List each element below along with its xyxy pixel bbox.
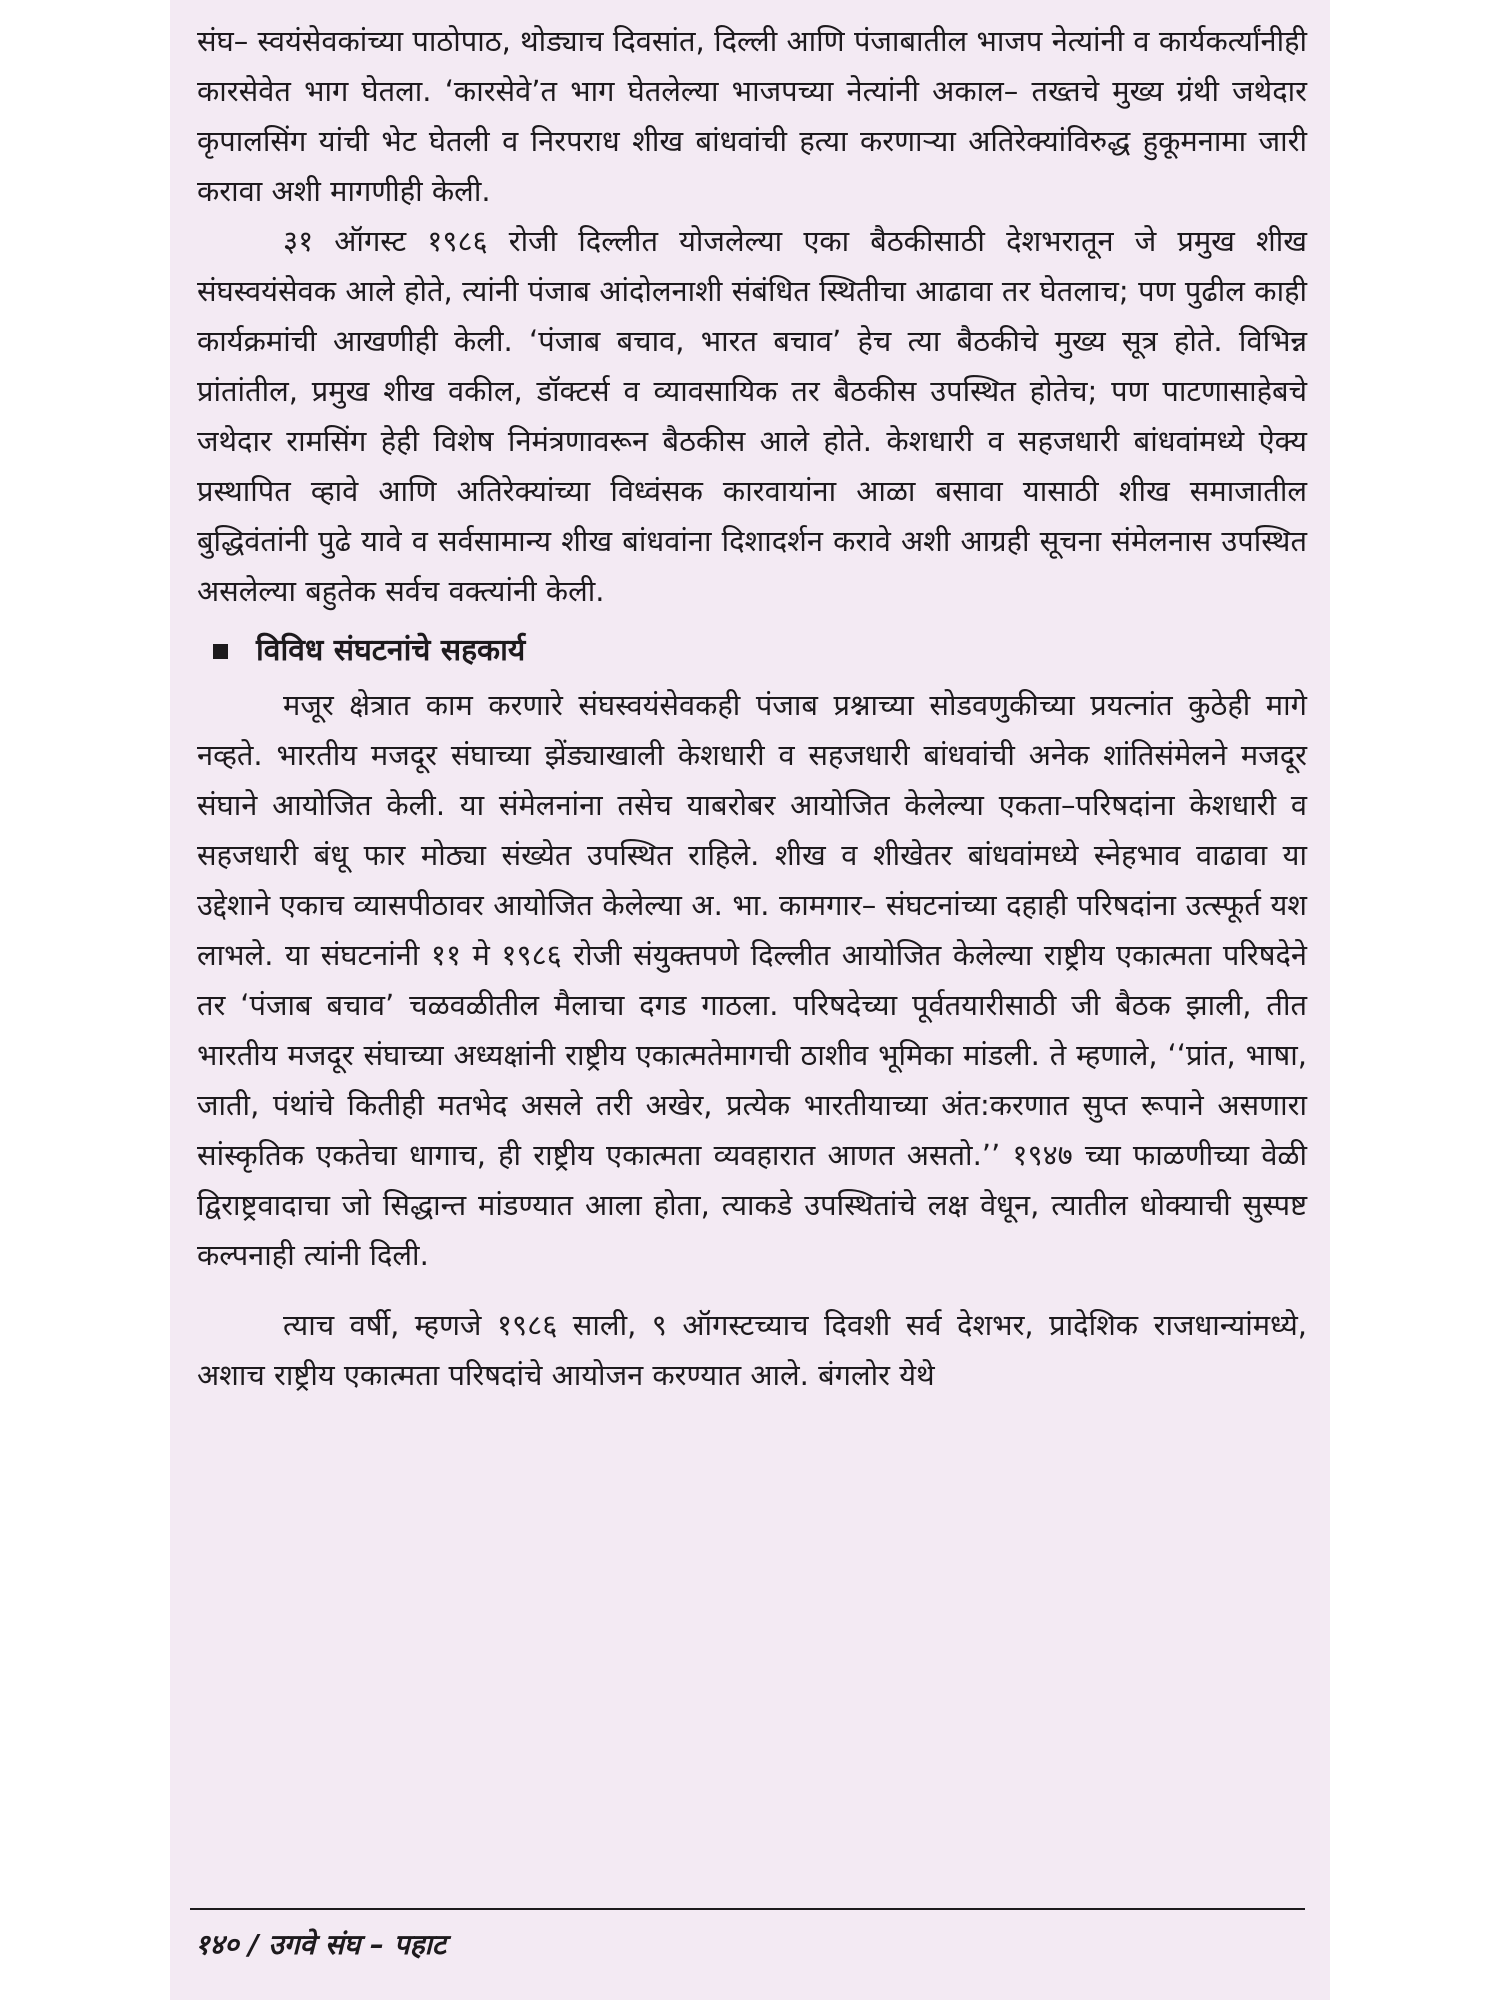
page-footer: १४० / उगवे संघ – पहाट xyxy=(195,1928,446,1961)
section-heading-text: विविध संघटनांचे सहकार्य xyxy=(256,633,526,668)
paragraph-4: त्याच वर्षी, म्हणजे १९८६ साली, ९ ऑगस्टच्याच दिवशी सर्व देशभर, प्रादेशिक राजधान्यांमध्ये, अशाच राष्ट्रीय एकात्मता परिषदांचे आयोजन करण्यात आले. बंगलोर येथे xyxy=(197,1308,1307,1392)
paragraph-2: ३१ ऑगस्ट १९८६ रोजी दिल्लीत योजलेल्या एका बैठकीसाठी देशभरातून जे प्रमुख शीख संघस्वयंसेवक आले होते, त्यांनी पंजाब आंदोलनाशी संबंधित स्थितीचा आढावा तर घेतलाच; पण पुढील काही कार्यक्रमांची आखणीही केली. ‘पंजाब बचाव, भारत बचाव’ हेच त्या बैठकीचे मुख्य सूत्र होते. विभिन्न प्रांतांतील, प्रमुख शीख वकील, डॉक्टर्स व व्यावसायिक तर बैठकीस उपस्थित होतेच; पण पाटणासाहेबचे जथेदार रामसिंग हेही विशेष निमंत्रणावरून बैठकीस आले होते. केशधारी व सहजधारी बांधवांमध्ये ऐक्य प्रस्थापित व्हावे आणि अतिरेक्यांच्या विध्वंसक कारवायांना आळा बसावा यासाठी शीख समाजातील बुद्धिवंतांनी पुढे यावे व सर्वसामान्य शीख बांधवांना दिशादर्शन करावे अशी आग्रही सूचना संमेलनास उपस्थित असलेल्या बहुतेक सर्वच वक्त्यांनी केली. xyxy=(197,224,1307,608)
book-page xyxy=(170,0,1330,2000)
footer-divider xyxy=(190,1908,1305,1910)
section-heading xyxy=(197,626,1307,676)
square-bullet-icon xyxy=(213,644,228,659)
paragraph-3: मजूर क्षेत्रात काम करणारे संघस्वयंसेवकही पंजाब प्रश्नाच्या सोडवणुकीच्या प्रयत्नांत कुठेही मागे नव्हते. भारतीय मजदूर संघाच्या झेंड्याखाली केशधारी व सहजधारी बांधवांची अनेक शांतिसंमेलने मजदूर संघाने आयोजित केली. या संमेलनांना तसेच याबरोबर आयोजित केलेल्या एकता–परिषदांना केशधारी व सहजधारी बंधू फार मोठ्या संख्येत उपस्थित राहिले. शीख व शीखेतर बांधवांमध्ये स्नेहभाव वाढावा या उद्देशाने एकाच व्यासपीठावर आयोजित केलेल्या अ. भा. कामगार– संघटनांच्या दहाही परिषदांना उत्स्फूर्त यश लाभले. या संघटनांनी ११ मे १९८६ रोजी संयुक्तपणे दिल्लीत आयोजित केलेल्या राष्ट्रीय एकात्मता परिषदेने तर ‘पंजाब बचाव’ चळवळीतील मैलाचा दगड गाठला. परिषदेच्या पूर्वतयारीसाठी जी बैठक झाली, तीत भारतीय मजदूर संघाच्या अध्यक्षांनी राष्ट्रीय एकात्मतेमागची ठाशीव भूमिका मांडली. ते म्हणाले, ‘‘प्रांत, भाषा, जाती, पंथांचे कितीही मतभेद असले तरी अखेर, प्रत्येक भारतीयाच्या अंत:करणात सुप्त रूपाने असणारा सांस्कृतिक एकतेचा धागाच, ही राष्ट्रीय एकात्मता व्यवहारात आणत असतो.’’ १९४७ च्या फाळणीच्या वेळी द्विराष्ट्रवादाचा जो सिद्धान्त मांडण्यात आला होता, त्याकडे उपस्थितांचे लक्ष वेधून, त्यातील धोक्याची सुस्पष्ट कल्पनाही त्यांनी दिली. xyxy=(197,688,1307,1272)
paragraph-1: संघ– स्वयंसेवकांच्या पाठोपाठ, थोड्याच दिवसांत, दिल्ली आणि पंजाबातील भाजप नेत्यांनी व कार्यकर्त्यांनीही कारसेवेत भाग घेतला. ‘कारसेवे’त भाग घेतलेल्या भाजपच्या नेत्यांनी अकाल– तख्तचे मुख्य ग्रंथी जथेदार कृपालसिंग यांची भेट घेतली व निरपराध शीख बांधवांची हत्या करणाऱ्या अतिरेक्यांविरुद्ध हुकूमनामा जारी करावा अशी मागणीही केली. xyxy=(197,24,1307,208)
page-body xyxy=(197,16,1307,1400)
